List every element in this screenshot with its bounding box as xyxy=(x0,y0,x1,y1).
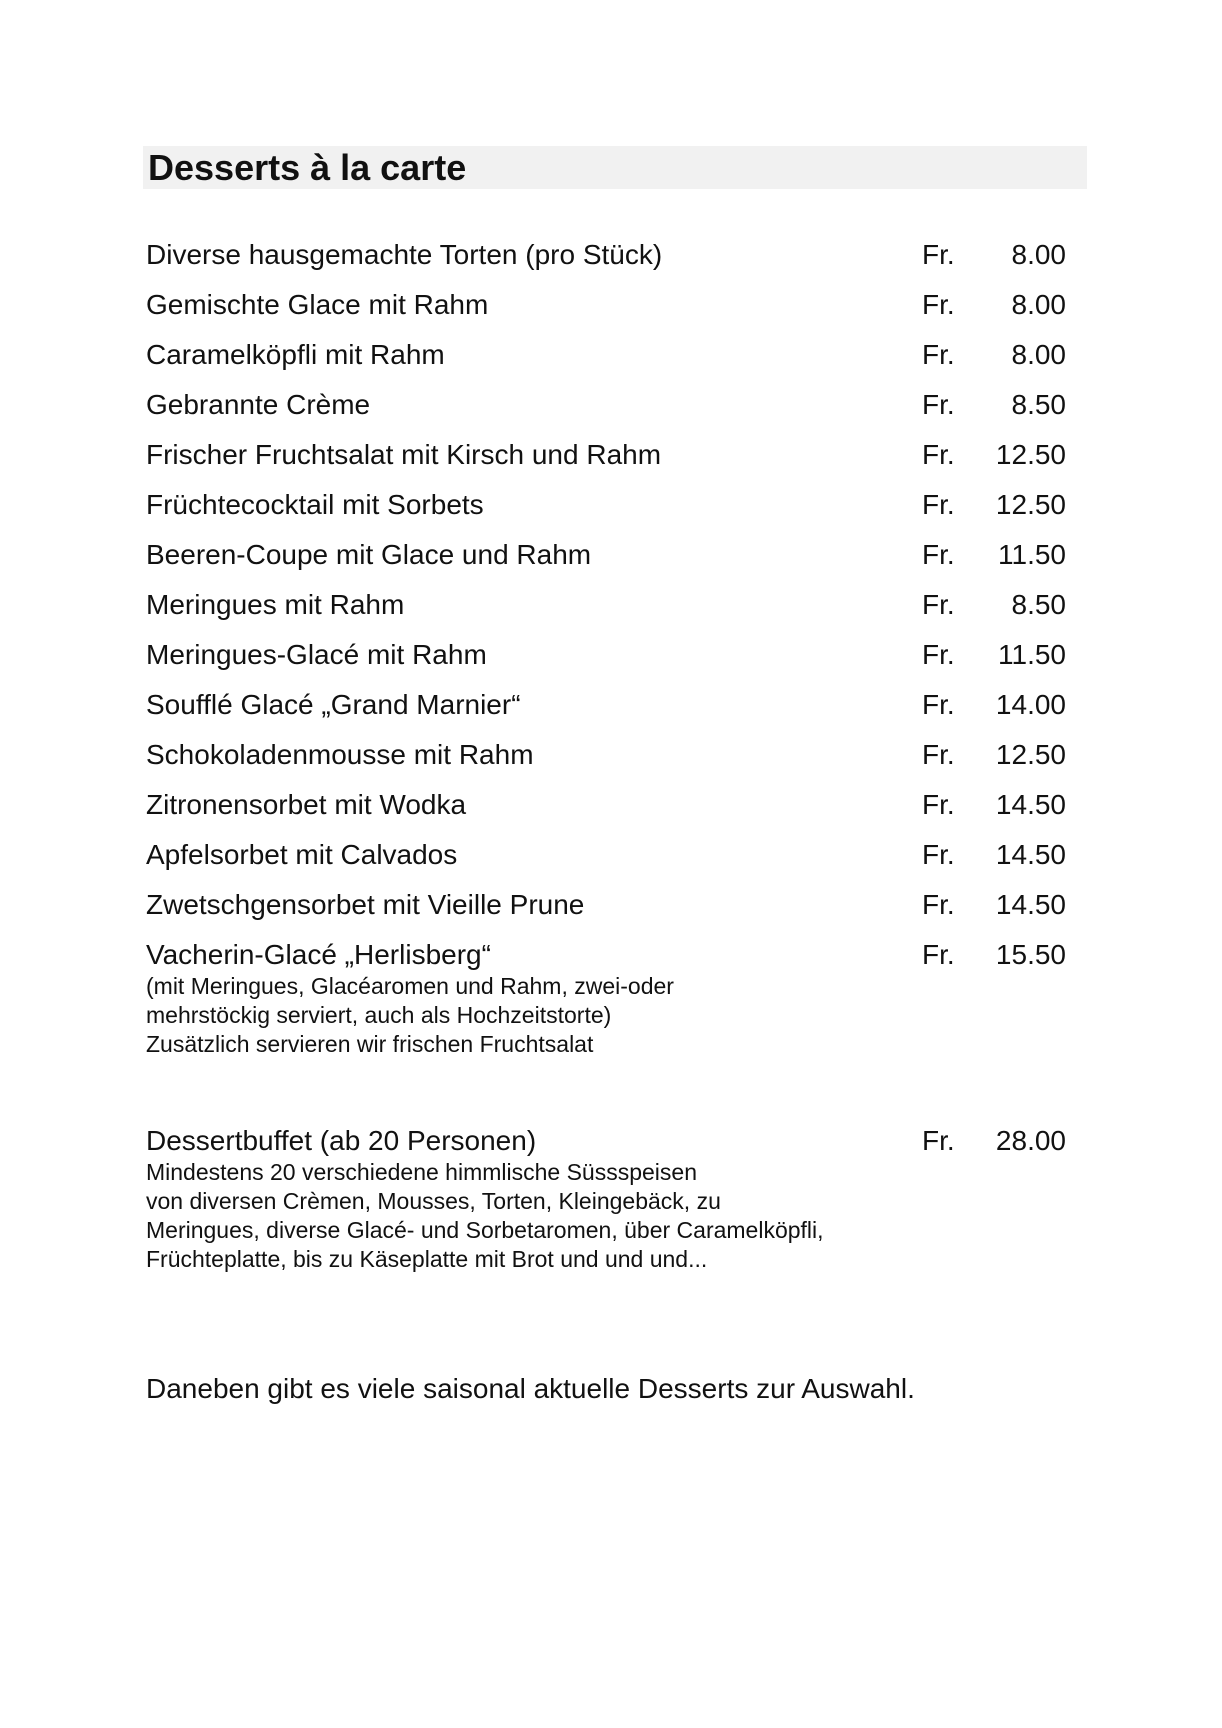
item-name: Meringues mit Rahm xyxy=(146,589,405,620)
item-currency: Fr. xyxy=(922,539,955,570)
item-currency: Fr. xyxy=(922,239,955,270)
item-currency: Fr. xyxy=(922,439,955,470)
menu-item xyxy=(146,585,1066,625)
item-currency: Fr. xyxy=(922,339,955,370)
item-description-line: Zusätzlich servieren wir frischen Fruchtsalat xyxy=(146,1031,594,1057)
buffet-description-line: Früchteplatte, bis zu Käseplatte mit Brot und und und... xyxy=(146,1246,708,1272)
item-price: 12.50 xyxy=(995,739,1066,770)
menu-item xyxy=(146,435,1066,475)
buffet-price: 28.00 xyxy=(995,1125,1066,1156)
item-description-line: mehrstöckig serviert, auch als Hochzeitstorte) xyxy=(146,1002,612,1028)
menu-item xyxy=(146,935,1066,975)
menu-item xyxy=(146,235,1066,275)
menu-item xyxy=(146,735,1066,775)
item-price: 8.00 xyxy=(1011,289,1066,320)
title-bar xyxy=(143,146,1087,189)
item-currency: Fr. xyxy=(922,389,955,420)
item-description-line: (mit Meringues, Glacéaromen und Rahm, zwei-oder xyxy=(146,973,674,999)
item-name: Zwetschgensorbet mit Vieille Prune xyxy=(146,889,585,920)
item-price: 14.50 xyxy=(995,839,1066,870)
item-name: Apfelsorbet mit Calvados xyxy=(146,839,458,870)
item-price: 8.00 xyxy=(1011,339,1066,370)
item-name: Caramelköpfli mit Rahm xyxy=(146,339,445,370)
item-currency: Fr. xyxy=(922,639,955,670)
item-currency: Fr. xyxy=(922,289,955,320)
item-name: Früchtecocktail mit Sorbets xyxy=(146,489,484,520)
buffet-name: Dessertbuffet (ab 20 Personen) xyxy=(146,1125,537,1156)
buffet-currency: Fr. xyxy=(922,1125,955,1156)
menu-item xyxy=(146,335,1066,375)
item-name: Gebrannte Crème xyxy=(146,389,371,420)
item-name: Schokoladenmousse mit Rahm xyxy=(146,739,534,770)
item-name: Gemischte Glace mit Rahm xyxy=(146,289,489,320)
item-price: 14.50 xyxy=(995,789,1066,820)
item-price: 8.00 xyxy=(1011,239,1066,270)
menu-item xyxy=(146,785,1066,825)
item-price: 8.50 xyxy=(1011,389,1066,420)
item-name: Soufflé Glacé „Grand Marnier“ xyxy=(146,689,521,720)
buffet-description-line: Mindestens 20 verschiedene himmlische Süssspeisen xyxy=(146,1159,698,1185)
menu-item xyxy=(146,285,1066,325)
page-title: Desserts à la carte xyxy=(148,147,467,188)
item-price: 11.50 xyxy=(998,639,1066,670)
footer-note: Daneben gibt es viele saisonal aktuelle Desserts zur Auswahl. xyxy=(146,1373,915,1404)
buffet-item xyxy=(146,1121,1066,1161)
menu-item xyxy=(146,885,1066,925)
menu-item xyxy=(146,385,1066,425)
menu-item xyxy=(146,835,1066,875)
item-name: Beeren-Coupe mit Glace und Rahm xyxy=(146,539,592,570)
item-price: 8.50 xyxy=(1011,589,1066,620)
menu-item xyxy=(146,685,1066,725)
item-name: Vacherin-Glacé „Herlisberg“ xyxy=(146,939,491,970)
item-name: Meringues-Glacé mit Rahm xyxy=(146,639,487,670)
item-name: Diverse hausgemachte Torten (pro Stück) xyxy=(146,239,663,270)
item-currency: Fr. xyxy=(922,489,955,520)
item-currency: Fr. xyxy=(922,839,955,870)
item-price: 14.00 xyxy=(995,689,1066,720)
buffet-description-line: Meringues, diverse Glacé- und Sorbetaromen, über Caramelköpfli, xyxy=(146,1217,824,1243)
item-price: 14.50 xyxy=(995,889,1066,920)
item-currency: Fr. xyxy=(922,789,955,820)
item-currency: Fr. xyxy=(922,689,955,720)
buffet-description-line: von diversen Crèmen, Mousses, Torten, Kleingebäck, zu xyxy=(146,1188,721,1214)
item-currency: Fr. xyxy=(922,589,955,620)
item-currency: Fr. xyxy=(922,889,955,920)
menu-item xyxy=(146,535,1066,575)
item-currency: Fr. xyxy=(922,739,955,770)
item-name: Frischer Fruchtsalat mit Kirsch und Rahm xyxy=(146,439,662,470)
item-price: 15.50 xyxy=(995,939,1066,970)
item-price: 12.50 xyxy=(995,489,1066,520)
item-price: 11.50 xyxy=(998,539,1066,570)
item-price: 12.50 xyxy=(995,439,1066,470)
menu-item xyxy=(146,635,1066,675)
menu-item xyxy=(146,485,1066,525)
item-currency: Fr. xyxy=(922,939,955,970)
item-name: Zitronensorbet mit Wodka xyxy=(146,789,467,820)
